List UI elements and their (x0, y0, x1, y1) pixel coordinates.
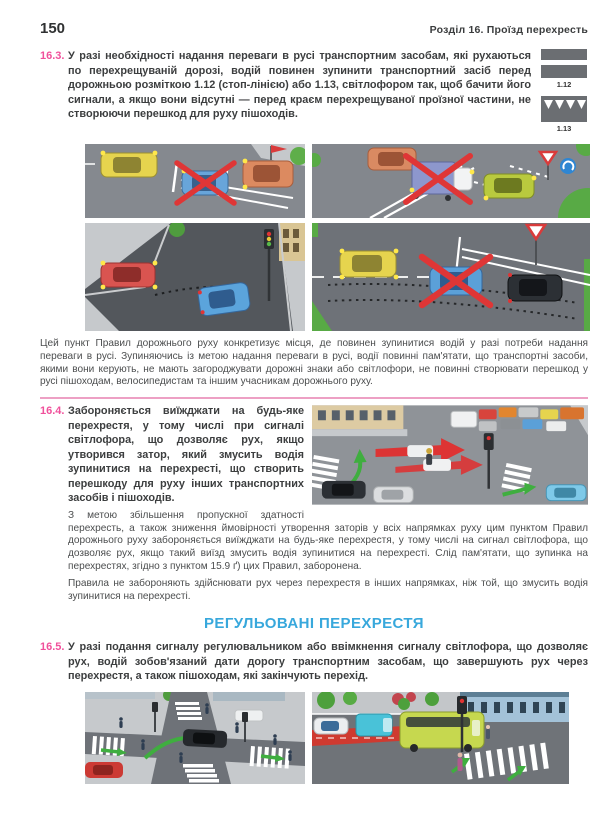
road-markings-legend (540, 49, 588, 133)
figure-stop-before-traffic-light (85, 223, 305, 331)
section-16-5 (40, 640, 588, 684)
page-number: 150 (40, 20, 66, 37)
black-car (322, 481, 366, 499)
section-16-5-number: 16.5. (40, 641, 65, 654)
white-car (314, 718, 348, 734)
section-16-4 (40, 404, 588, 603)
section-16-3 (40, 49, 588, 137)
rule-16-3-text: У разі необхідності надання переваги в русі транспортним засобам, які рухаються по перехрещуваній дорозі, водій повинен зупинити транспортний засіб перед дорожньою розміткою 1.12 (стоп-лінією) або 1.13, світлофором так, щоб бачити його сигнали, а якщо вони відсутні — перед краєм перехрещуваної проїзної частини, не створюючи перешкод для руху пішоходів. (68, 50, 531, 120)
figure-truck-blocking-intersection (312, 144, 590, 218)
road-marking-1-12 (541, 49, 587, 89)
figure-stop-before-crossing-edge (312, 223, 590, 331)
figures-16-5 (85, 692, 588, 784)
pedestrian (458, 753, 463, 771)
figure-pedestrian-finishing-crossing (312, 692, 569, 784)
light-blue-car (546, 485, 586, 501)
rule-16-4-text: Забороняється виїжджати на будь-яке перехрестя, у тому числі при сигналі світлофора, що дозволяє рух, якщо утворився затор, який змусить водія зупинитися на перехресті, що створить перешкоду для руху інших транспортних засобів і пішоходів. (68, 405, 304, 505)
section-16-3-number: 16.3. (40, 50, 65, 62)
section-16-4-number: 16.4. (40, 405, 65, 418)
yellow-car (101, 151, 158, 177)
comment-16-4-a: З метою збільшення пропускної здатності перехресть, а також зниження ймовірності утворення заторів у всіх напрямках руху цим пунктом Правил дорожнього руху забороняється виїжджати на будь-яке перехрестя, у тому числі на сигнал світлофора, що дозволяє рух, якщо такий виїзд змусить водія зупинитися на перехресті. Слід пам'ятати, що зупинка на перехрестях, згідно з пунктом 15.9 ґ) цих Правил, заборонена. (68, 509, 588, 572)
figure-intersection-gridlock (312, 405, 588, 505)
red-car (85, 762, 123, 778)
comment-16-3: Цей пункт Правил дорожнього руху конкретизує місця, де повинен зупинитися водій у разі потреби надання переваги в русі. Зупиняючись із метою надання переваги в русі, водії повинні пам'ятати, що транспортні засоби, якими вони керують, не мають загороджувати дорожні знаки або світлофори, не повинні створювати перешкод у русі пішоходам, велосипедистам та іншим учасникам дорожнього руху. (40, 338, 588, 388)
green-car (484, 174, 537, 200)
chapter-title: Розділ 16. Проїзд перехресть (429, 24, 588, 36)
stop-line-marking-icon (541, 49, 587, 78)
silver-car (374, 487, 414, 503)
page-header (40, 20, 588, 37)
comment-16-4-b: Правила не забороняють здійснювати рух через перехрестя в інших напрямках, ніж той, що змусить водія зупинитися на перехресті. (68, 577, 588, 602)
cyan-van (356, 714, 392, 736)
road-marking-1-13 (541, 96, 587, 133)
section-divider (40, 397, 588, 399)
pedestrian (486, 725, 490, 739)
figure-stop-before-stop-line (85, 144, 305, 218)
black-car (508, 273, 562, 303)
figures-16-3 (85, 144, 588, 331)
orange-car (243, 159, 293, 190)
rule-16-5-text: У разі подання сигналу регулювальником або ввімкнення сигналу світлофора, що дозволяє рух, водій зобов'язаний дати дорогу транспортним засобам, що завершують рух через перехрестя, а також пішоходам, які закінчують перехід. (68, 641, 588, 683)
black-car (183, 729, 228, 748)
yellow-car (340, 249, 399, 280)
red-car (101, 261, 158, 290)
road-marking-1-13-label: 1.13 (556, 124, 572, 133)
bus (400, 712, 484, 752)
figure-vehicle-finishing-crossing (85, 692, 305, 784)
give-way-line-marking-icon (541, 96, 587, 122)
regulated-intersections-heading: РЕГУЛЬОВАНІ ПЕРЕХРЕСТЯ (204, 615, 424, 633)
road-marking-1-12-label: 1.12 (556, 80, 572, 89)
